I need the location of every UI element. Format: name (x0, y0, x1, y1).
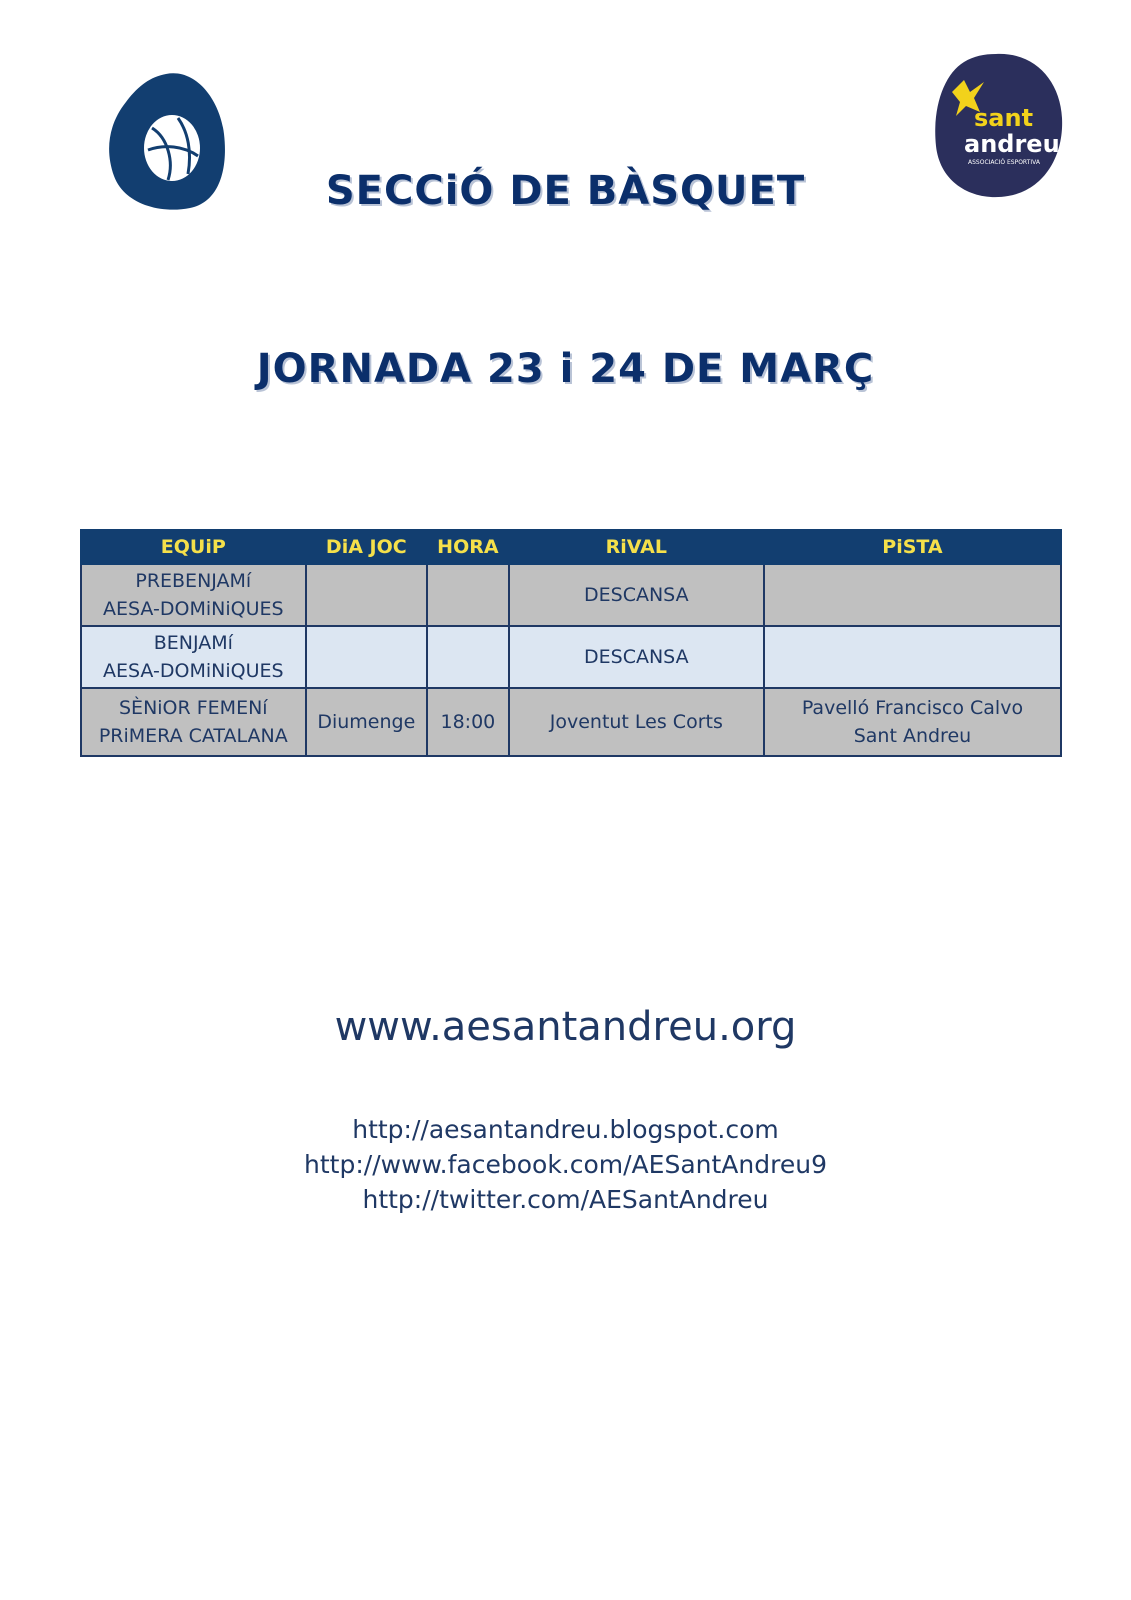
header-team: EQUiP (81, 530, 306, 564)
team-cell (81, 626, 306, 688)
logo-text-sant: sant (974, 104, 1034, 132)
day-cell (306, 564, 427, 626)
table-row (81, 626, 1061, 688)
team-category: BENJAMí (153, 632, 233, 654)
court-cell (764, 564, 1061, 626)
logo-text-andreu: andreu (964, 130, 1060, 158)
rival-cell: DESCANSA (509, 626, 764, 688)
header-rival: RiVAL (509, 530, 764, 564)
team-name: AESA-DOMiNiQUES (103, 660, 284, 682)
header-time: HORA (427, 530, 509, 564)
team-category: PREBENJAMí (135, 570, 252, 592)
day-cell: Diumenge (306, 688, 427, 756)
page-subtitle: JORNADA 23 i 24 DE MARÇ (256, 346, 875, 392)
team-name: AESA-DOMiNiQUES (103, 598, 284, 620)
facebook-link[interactable]: http://www.facebook.com/AESantAndreu9 (304, 1150, 827, 1179)
table-row (81, 564, 1061, 626)
rival-cell: Joventut Les Corts (509, 688, 764, 756)
twitter-link[interactable]: http://twitter.com/AESantAndreu (362, 1185, 769, 1214)
header-court: PiSTA (764, 530, 1061, 564)
page-title: SECCiÓ DE BÀSQUET (325, 168, 806, 214)
court-cell (764, 626, 1061, 688)
rival-cell: DESCANSA (509, 564, 764, 626)
time-cell: 18:00 (427, 688, 509, 756)
court-cell (764, 688, 1061, 756)
table-header-row (81, 530, 1061, 564)
website-link[interactable]: www.aesantandreu.org (334, 1004, 797, 1050)
blog-link[interactable]: http://aesantandreu.blogspot.com (352, 1115, 779, 1144)
schedule-table (80, 529, 1062, 757)
header-day: DiA JOC (306, 530, 427, 564)
day-cell (306, 626, 427, 688)
court-line: Pavelló Francisco Calvo (801, 697, 1024, 719)
court-line: Sant Andreu (853, 725, 972, 747)
team-cell (81, 688, 306, 756)
team-name: PRiMERA CATALANA (98, 725, 288, 747)
team-category: SÈNiOR FEMENí (119, 697, 268, 719)
team-cell (81, 564, 306, 626)
time-cell (427, 626, 509, 688)
logo-text-associacio: ASSOCIACIÓ ESPORTIVA (968, 159, 1040, 166)
table-row (81, 688, 1061, 756)
time-cell (427, 564, 509, 626)
social-links (0, 1112, 1131, 1217)
